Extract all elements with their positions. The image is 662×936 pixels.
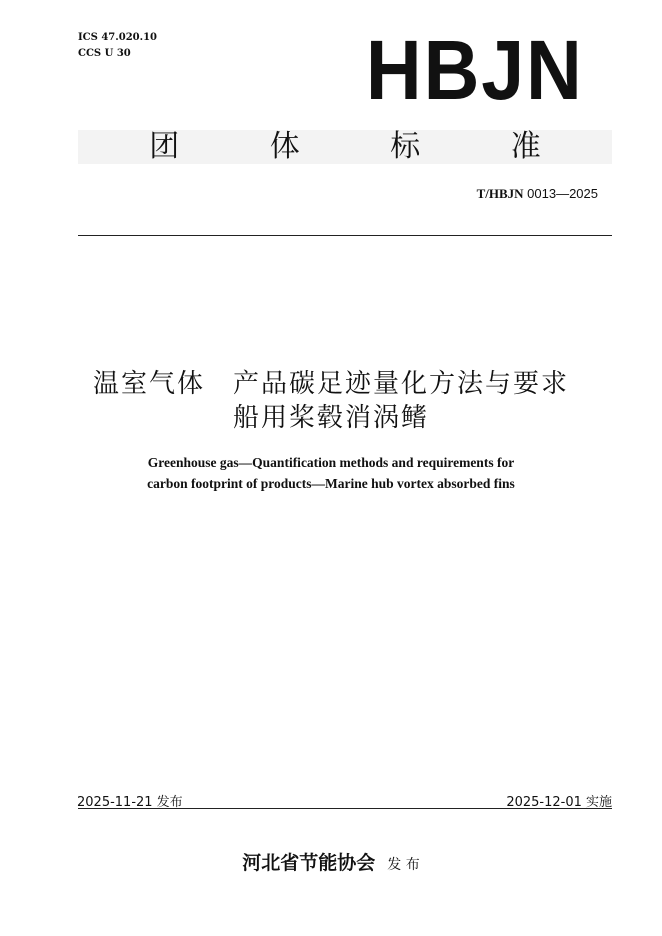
title-en-line1: Greenhouse gas—Quantification methods and requirements for <box>147 455 515 470</box>
publisher-suffix: 发 布 <box>387 857 420 873</box>
header-divider <box>78 235 612 236</box>
implement-date: 2025-12-01 实施 <box>506 795 612 810</box>
hbjn-logo: HBJN <box>366 23 584 117</box>
category-char: 团 <box>149 129 180 164</box>
title-cn-line2: 船用桨毂消涡鳍 <box>232 403 429 433</box>
publisher <box>0 848 662 875</box>
title-cn-line1: 温室气体 产品碳足迹量化方法与要求 <box>92 369 569 399</box>
publisher-name: 河北省节能协会 <box>242 852 376 874</box>
release-date: 2025-11-21 发布 <box>77 795 183 810</box>
ics-code: ICS 47.020.10 <box>78 32 158 43</box>
ccs-code: CCS U 30 <box>78 48 131 59</box>
category-char: 标 <box>390 129 421 164</box>
standard-number-prefix: T/HBJN <box>476 186 524 201</box>
category-char: 体 <box>269 129 300 164</box>
title-en-line2: carbon footprint of products—Marine hub vortex absorbed fins <box>147 476 515 491</box>
standard-number <box>477 186 598 202</box>
category-char: 准 <box>510 129 541 164</box>
classification-codes <box>78 30 157 62</box>
footer-divider <box>78 808 612 809</box>
standard-number-suffix: 0013—2025 <box>527 186 598 201</box>
standard-category <box>78 127 612 167</box>
